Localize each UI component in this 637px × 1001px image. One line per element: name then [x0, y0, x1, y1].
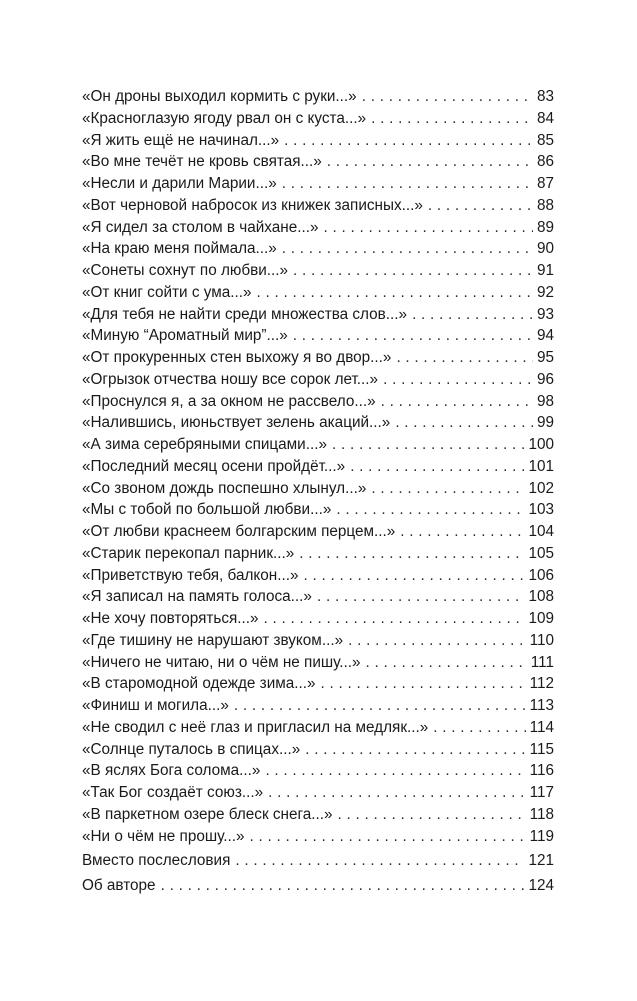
toc-entry-page-number: 96	[536, 370, 554, 388]
toc-entry-page-number: 108	[528, 588, 554, 606]
toc-entry	[82, 543, 554, 565]
toc-entry-title: «Я сидел за столом в чайхане...»	[82, 218, 319, 236]
toc-entry-title: «Не сводил с неё глаз и пригласил на медляк...»	[82, 718, 429, 736]
toc-entry	[82, 304, 554, 326]
toc-entry-page-number: 117	[529, 784, 554, 801]
toc-entry-title: «Огрызок отчества ношу все сорок лет...»	[82, 370, 379, 388]
toc-entry-page-number: 106	[528, 566, 554, 584]
toc-dot-leader	[265, 760, 525, 782]
toc-entry	[82, 391, 554, 413]
toc-entry-title: «Для тебя не найти среди множества слов...»	[82, 305, 408, 323]
toc-entry-page-number: 83	[536, 88, 554, 105]
toc-dot-leader	[317, 586, 525, 608]
toc-entry-title: «Ничего не читаю, ни о чём не пишу...»	[82, 653, 361, 671]
toc-entry	[82, 586, 554, 608]
toc-entry-title: «Не хочу повторяться...»	[82, 610, 259, 627]
toc-entry-title: «Последний месяц осени пройдёт...»	[82, 457, 346, 475]
toc-entry-title: «Сонеты сохнут по любви...»	[82, 262, 289, 279]
toc-entry-page-number: 118	[529, 805, 554, 823]
toc-dot-leader	[299, 543, 524, 565]
toc-dot-leader	[332, 434, 524, 456]
toc-entry-page-number: 95	[536, 349, 554, 366]
toc-entry-title: «Проснулся я, а за окном не рассвело...»	[82, 392, 376, 410]
toc-entry-title: «Он дроны выходил кормить с руки...»	[82, 88, 357, 105]
toc-entry-page-number: 92	[536, 283, 554, 301]
toc-entry	[82, 608, 554, 630]
toc-dot-leader	[338, 804, 526, 826]
toc-dot-leader	[303, 565, 524, 587]
toc-entry	[82, 282, 554, 304]
toc-entry-title: «Мы с тобой по большой любви...»	[82, 501, 332, 519]
toc-dot-leader	[433, 717, 525, 739]
toc-dot-leader	[250, 826, 526, 848]
toc-entry	[82, 325, 554, 347]
toc-entry	[82, 195, 554, 217]
toc-dot-leader	[234, 695, 526, 717]
toc-entry-title: «От книг сойти с ума...»	[82, 283, 252, 301]
toc-dot-leader	[366, 652, 527, 674]
toc-entry-page-number: 103	[528, 501, 554, 519]
toc-dot-leader	[321, 673, 526, 695]
toc-entry-page-number: 104	[528, 523, 554, 540]
toc-entry-page-number: 84	[536, 109, 554, 127]
toc-entry	[82, 478, 554, 500]
toc-entry-page-number: 111	[530, 653, 554, 671]
toc-entry-page-number: 88	[536, 196, 554, 214]
toc-entry-page-number: 90	[536, 240, 554, 258]
toc-entry-page-number: 99	[536, 414, 554, 432]
toc-dot-leader	[396, 347, 533, 369]
toc-dot-leader	[257, 282, 533, 304]
toc-dot-leader	[400, 521, 524, 543]
toc-dot-leader	[282, 173, 533, 195]
toc-entry	[82, 875, 554, 897]
toc-entry-page-number: 91	[536, 262, 554, 279]
toc-dot-leader	[336, 499, 524, 521]
toc-entry-page-number: 87	[536, 175, 554, 192]
toc-entry-page-number: 109	[528, 610, 554, 627]
toc-entry	[82, 499, 554, 521]
toc-entry-title: «Старик перекопал парник...»	[82, 544, 295, 562]
toc-entry	[82, 565, 554, 587]
toc-entry-title: Об авторе	[82, 877, 156, 894]
toc-entry	[82, 130, 554, 152]
toc-entry	[82, 630, 554, 652]
toc-dot-leader	[282, 238, 533, 260]
toc-dot-leader	[362, 86, 533, 108]
toc-entry	[82, 760, 554, 782]
toc-dot-leader	[324, 217, 533, 239]
toc-entry-page-number: 98	[536, 392, 554, 410]
toc-dot-leader	[381, 391, 533, 413]
toc-entry-page-number: 85	[536, 131, 554, 149]
toc-entry-title: «Так Бог создаёт союз...»	[82, 784, 264, 801]
toc-entry-title: «Миную “Ароматный мир”...»	[82, 327, 288, 345]
toc-entry-page-number: 114	[529, 718, 554, 736]
toc-entry	[82, 739, 554, 761]
toc-dot-leader	[327, 151, 533, 173]
toc-entry-title: «От любви краснеем болгарским перцем...»	[82, 523, 396, 540]
toc-entry	[82, 850, 554, 872]
toc-entry	[82, 86, 554, 108]
toc-dot-leader	[383, 369, 533, 391]
toc-entry-title: «В паркетном озере блеск снега...»	[82, 805, 333, 823]
toc-entry-page-number: 112	[529, 675, 554, 693]
toc-entry	[82, 173, 554, 195]
toc-entry-title: «А зима серебряными спицами...»	[82, 436, 327, 453]
toc-entry	[82, 108, 554, 130]
toc-dot-leader	[395, 412, 533, 434]
toc-entry-title: «В яслях Бога солома...»	[82, 762, 261, 780]
toc-entry-page-number: 105	[528, 544, 554, 562]
toc-dot-leader	[161, 875, 525, 897]
toc-entry-title: «Где тишину не нарушают звуком...»	[82, 631, 344, 649]
toc-dot-leader	[293, 260, 533, 282]
toc-dot-leader	[350, 456, 524, 478]
toc-entry-page-number: 119	[529, 827, 554, 845]
toc-entry-title: «Несли и дарили Марии...»	[82, 175, 277, 192]
toc-dot-leader	[371, 478, 524, 500]
toc-dot-leader	[412, 304, 533, 326]
toc-entry-title: «На краю меня поймала...»	[82, 240, 277, 258]
table-of-contents	[82, 86, 554, 897]
toc-entry	[82, 695, 554, 717]
toc-entry-title: Вместо послесловия	[82, 852, 231, 870]
toc-dot-leader	[428, 195, 533, 217]
toc-entry-page-number: 86	[536, 153, 554, 171]
toc-entry-title: «Налившись, июньствует зелень акаций...»	[82, 414, 391, 432]
toc-entry-page-number: 113	[529, 697, 554, 714]
toc-entry-page-number: 124	[528, 877, 554, 894]
toc-entry-title: «От прокуренных стен выхожу я во двор...»	[82, 349, 392, 366]
toc-entry-title: «Я записал на память голоса...»	[82, 588, 312, 606]
toc-entry	[82, 238, 554, 260]
toc-dot-leader	[235, 850, 524, 872]
toc-entry-title: «В старомодной одежде зима...»	[82, 675, 316, 693]
toc-entry-title: «Я жить ещё не начинал...»	[82, 131, 280, 149]
toc-dot-leader	[268, 782, 526, 804]
toc-dot-leader	[348, 630, 526, 652]
toc-entry-title: «Во мне течёт не кровь святая...»	[82, 153, 322, 171]
toc-entry-page-number: 110	[529, 631, 554, 649]
toc-entry-title: «Со звоном дождь поспешно хлынул...»	[82, 479, 367, 497]
toc-entry-title: «Солнце путалось в спицах...»	[82, 740, 301, 758]
toc-entry	[82, 826, 554, 848]
toc-entry	[82, 673, 554, 695]
toc-entry-page-number: 100	[528, 436, 554, 453]
toc-entry	[82, 217, 554, 239]
toc-entry	[82, 717, 554, 739]
toc-entry	[82, 456, 554, 478]
toc-dot-leader	[371, 108, 533, 130]
toc-entry-page-number: 89	[536, 218, 554, 236]
toc-entry	[82, 260, 554, 282]
toc-dot-leader	[284, 130, 533, 152]
toc-entry-title: «Красноглазую ягоду рвал он с куста...»	[82, 109, 367, 127]
toc-entry	[82, 804, 554, 826]
toc-entry-page-number: 121	[528, 852, 554, 870]
toc-entry-page-number: 102	[528, 479, 554, 497]
toc-entry-page-number: 101	[528, 457, 554, 475]
toc-entry-title: «Приветствую тебя, балкон...»	[82, 566, 299, 584]
toc-entry-title: «Ни о чём не прошу...»	[82, 827, 245, 845]
toc-entry	[82, 782, 554, 804]
toc-entry	[82, 434, 554, 456]
toc-entry	[82, 347, 554, 369]
toc-entry	[82, 521, 554, 543]
toc-entry-title: «Финиш и могила...»	[82, 697, 229, 714]
toc-entry-page-number: 115	[529, 740, 554, 758]
toc-entry-page-number: 94	[536, 327, 554, 345]
toc-entry-title: «Вот черновой набросок из книжек записных...»	[82, 196, 423, 214]
toc-dot-leader	[293, 325, 533, 347]
toc-entry	[82, 652, 554, 674]
toc-dot-leader	[264, 608, 525, 630]
toc-entry-page-number: 93	[536, 305, 554, 323]
toc-dot-leader	[305, 739, 525, 761]
toc-entry-page-number: 116	[529, 762, 554, 780]
toc-entry	[82, 151, 554, 173]
toc-entry	[82, 412, 554, 434]
toc-entry	[82, 369, 554, 391]
